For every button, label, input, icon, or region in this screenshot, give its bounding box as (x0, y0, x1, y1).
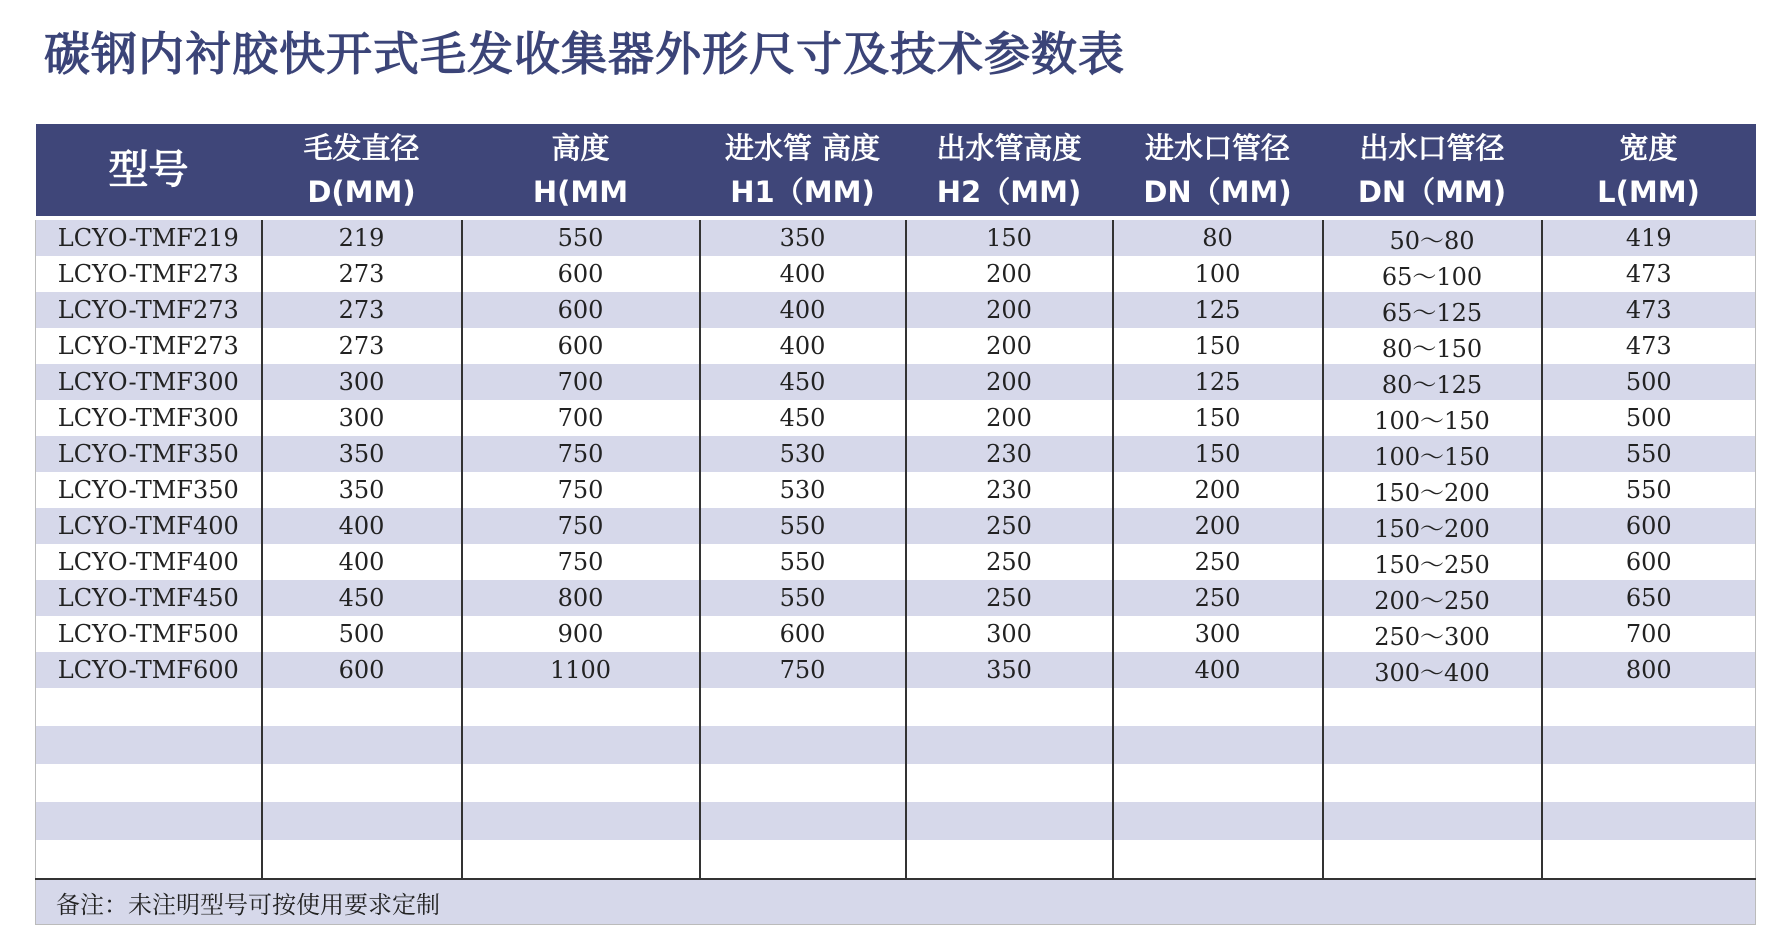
cell-outlet-diameter: 200～250 (1323, 580, 1542, 616)
header-unit: H2（MM) (936, 175, 1082, 209)
cell-outlet-height: 350 (906, 652, 1113, 688)
table-header-row (36, 124, 1756, 218)
cell-inlet-diameter: 125 (1113, 292, 1323, 328)
cell-width: 419 (1542, 218, 1756, 256)
cell-inlet-height: 450 (700, 364, 906, 400)
cell-height: 550 (462, 218, 700, 256)
cell-inlet-height: 550 (700, 508, 906, 544)
header-unit: L(MM) (1597, 175, 1700, 209)
empty-cell (1542, 764, 1756, 802)
cell-outlet-height: 250 (906, 580, 1113, 616)
cell-hair-diameter: 300 (262, 400, 462, 436)
empty-cell (1113, 688, 1323, 726)
cell-inlet-diameter: 150 (1113, 436, 1323, 472)
cell-height: 1100 (462, 652, 700, 688)
cell-hair-diameter: 500 (262, 616, 462, 652)
cell-model: LCYO-TMF400 (36, 508, 262, 544)
table-row (36, 508, 1756, 544)
cell-model: LCYO-TMF219 (36, 218, 262, 256)
empty-cell (1323, 802, 1542, 840)
header-outlet-diameter (1323, 124, 1542, 218)
cell-outlet-height: 200 (906, 256, 1113, 292)
empty-cell (462, 726, 700, 764)
header-label: 出水管高度 (936, 131, 1082, 165)
cell-width: 700 (1542, 616, 1756, 652)
cell-width: 800 (1542, 652, 1756, 688)
table-row (36, 544, 1756, 580)
cell-model: LCYO-TMF400 (36, 544, 262, 580)
empty-cell (36, 688, 262, 726)
table-row (36, 256, 1756, 292)
cell-width: 550 (1542, 436, 1756, 472)
table-row (36, 218, 1756, 256)
cell-outlet-diameter: 150～200 (1323, 472, 1542, 508)
cell-inlet-height: 550 (700, 580, 906, 616)
empty-cell (262, 688, 462, 726)
cell-model: LCYO-TMF500 (36, 616, 262, 652)
cell-inlet-diameter: 250 (1113, 580, 1323, 616)
cell-model: LCYO-TMF273 (36, 292, 262, 328)
cell-outlet-diameter: 100～150 (1323, 436, 1542, 472)
cell-model: LCYO-TMF273 (36, 328, 262, 364)
cell-inlet-diameter: 80 (1113, 218, 1323, 256)
cell-hair-diameter: 300 (262, 364, 462, 400)
cell-height: 700 (462, 364, 700, 400)
header-outlet-height (906, 124, 1113, 218)
empty-cell (462, 764, 700, 802)
table-row (36, 580, 1756, 616)
header-unit: D(MM) (307, 175, 416, 209)
empty-cell (700, 688, 906, 726)
cell-width: 500 (1542, 364, 1756, 400)
empty-cell (1542, 688, 1756, 726)
cell-width: 600 (1542, 544, 1756, 580)
note-row (36, 879, 1756, 925)
empty-cell (906, 764, 1113, 802)
empty-cell (906, 726, 1113, 764)
empty-row (36, 802, 1756, 840)
cell-outlet-height: 230 (906, 436, 1113, 472)
empty-cell (36, 726, 262, 764)
empty-cell (700, 802, 906, 840)
cell-outlet-diameter: 300～400 (1323, 652, 1542, 688)
empty-row (36, 840, 1756, 879)
cell-outlet-diameter: 150～250 (1323, 544, 1542, 580)
cell-inlet-height: 750 (700, 652, 906, 688)
cell-outlet-diameter: 80～150 (1323, 328, 1542, 364)
empty-cell (36, 840, 262, 879)
cell-width: 473 (1542, 256, 1756, 292)
cell-hair-diameter: 273 (262, 328, 462, 364)
cell-model: LCYO-TMF350 (36, 472, 262, 508)
header-inlet-height (700, 124, 906, 218)
cell-inlet-height: 400 (700, 256, 906, 292)
cell-height: 750 (462, 508, 700, 544)
header-label: 进水管 高度 (724, 131, 881, 165)
cell-hair-diameter: 400 (262, 544, 462, 580)
cell-model: LCYO-TMF600 (36, 652, 262, 688)
cell-height: 600 (462, 256, 700, 292)
cell-outlet-diameter: 250～300 (1323, 616, 1542, 652)
cell-height: 600 (462, 328, 700, 364)
cell-height: 600 (462, 292, 700, 328)
cell-inlet-diameter: 150 (1113, 400, 1323, 436)
empty-cell (906, 802, 1113, 840)
empty-cell (700, 726, 906, 764)
cell-model: LCYO-TMF300 (36, 364, 262, 400)
empty-cell (1323, 764, 1542, 802)
cell-height: 800 (462, 580, 700, 616)
cell-inlet-height: 530 (700, 472, 906, 508)
cell-outlet-diameter: 65～100 (1323, 256, 1542, 292)
empty-cell (36, 802, 262, 840)
cell-hair-diameter: 400 (262, 508, 462, 544)
header-label: 高度 (551, 131, 610, 165)
empty-cell (36, 764, 262, 802)
empty-cell (262, 802, 462, 840)
header-label: 宽度 (1619, 131, 1678, 165)
empty-cell (1113, 840, 1323, 879)
header-model (36, 124, 262, 218)
empty-cell (700, 764, 906, 802)
cell-hair-diameter: 219 (262, 218, 462, 256)
cell-outlet-height: 300 (906, 616, 1113, 652)
cell-outlet-diameter: 150～200 (1323, 508, 1542, 544)
cell-inlet-diameter: 200 (1113, 508, 1323, 544)
cell-model: LCYO-TMF273 (36, 256, 262, 292)
cell-inlet-diameter: 400 (1113, 652, 1323, 688)
empty-cell (906, 840, 1113, 879)
cell-hair-diameter: 350 (262, 472, 462, 508)
empty-cell (700, 840, 906, 879)
table-row (36, 328, 1756, 364)
empty-row (36, 688, 1756, 726)
cell-inlet-diameter: 300 (1113, 616, 1323, 652)
cell-inlet-height: 530 (700, 436, 906, 472)
cell-inlet-diameter: 100 (1113, 256, 1323, 292)
table-row (36, 652, 1756, 688)
cell-width: 473 (1542, 328, 1756, 364)
empty-row (36, 764, 1756, 802)
header-unit: DN（MM) (1357, 175, 1507, 209)
table-body (36, 218, 1756, 879)
cell-height: 700 (462, 400, 700, 436)
header-hair-diameter (262, 124, 462, 218)
cell-outlet-height: 150 (906, 218, 1113, 256)
empty-cell (1113, 764, 1323, 802)
empty-cell (262, 840, 462, 879)
empty-cell (1113, 726, 1323, 764)
cell-outlet-height: 250 (906, 508, 1113, 544)
header-width (1542, 124, 1756, 218)
header-unit: DN（MM) (1143, 175, 1292, 209)
table-row (36, 400, 1756, 436)
cell-outlet-diameter: 65～125 (1323, 292, 1542, 328)
empty-cell (1542, 726, 1756, 764)
cell-inlet-height: 400 (700, 328, 906, 364)
table-row (36, 436, 1756, 472)
cell-outlet-height: 200 (906, 292, 1113, 328)
empty-cell (1323, 726, 1542, 764)
cell-inlet-diameter: 200 (1113, 472, 1323, 508)
table-note: 备注：未注明型号可按使用要求定制 (36, 879, 1756, 925)
cell-inlet-height: 550 (700, 544, 906, 580)
cell-inlet-diameter: 125 (1113, 364, 1323, 400)
header-label: 出水口管径 (1359, 131, 1505, 165)
table-row (36, 472, 1756, 508)
empty-cell (1323, 688, 1542, 726)
header-label: 进水口管径 (1144, 131, 1290, 165)
cell-height: 750 (462, 544, 700, 580)
header-inlet-diameter (1113, 124, 1323, 218)
cell-inlet-height: 350 (700, 218, 906, 256)
cell-model: LCYO-TMF300 (36, 400, 262, 436)
cell-width: 500 (1542, 400, 1756, 436)
cell-height: 900 (462, 616, 700, 652)
empty-cell (462, 802, 700, 840)
table-row (36, 616, 1756, 652)
header-unit: H1（MM) (730, 175, 875, 209)
header-unit: H(MM (532, 175, 629, 209)
cell-inlet-height: 450 (700, 400, 906, 436)
cell-outlet-height: 200 (906, 364, 1113, 400)
empty-cell (462, 840, 700, 879)
cell-outlet-height: 200 (906, 328, 1113, 364)
cell-hair-diameter: 273 (262, 256, 462, 292)
page-title: 碳钢内衬胶快开式毛发收集器外形尺寸及技术参数表 (44, 27, 1125, 81)
cell-inlet-diameter: 250 (1113, 544, 1323, 580)
cell-width: 550 (1542, 472, 1756, 508)
cell-outlet-diameter: 80～125 (1323, 364, 1542, 400)
cell-hair-diameter: 350 (262, 436, 462, 472)
empty-cell (906, 688, 1113, 726)
empty-cell (462, 688, 700, 726)
cell-width: 650 (1542, 580, 1756, 616)
empty-cell (1542, 802, 1756, 840)
cell-outlet-height: 250 (906, 544, 1113, 580)
cell-outlet-diameter: 50～80 (1323, 218, 1542, 256)
cell-model: LCYO-TMF450 (36, 580, 262, 616)
empty-row (36, 726, 1756, 764)
empty-cell (1323, 840, 1542, 879)
cell-hair-diameter: 273 (262, 292, 462, 328)
cell-outlet-height: 200 (906, 400, 1113, 436)
cell-width: 600 (1542, 508, 1756, 544)
cell-hair-diameter: 600 (262, 652, 462, 688)
spec-table (35, 124, 1756, 925)
cell-height: 750 (462, 436, 700, 472)
empty-cell (262, 726, 462, 764)
header-height (462, 124, 700, 218)
empty-cell (1113, 802, 1323, 840)
table-row (36, 364, 1756, 400)
cell-model: LCYO-TMF350 (36, 436, 262, 472)
empty-cell (262, 764, 462, 802)
header-label: 毛发直径 (303, 131, 420, 165)
cell-inlet-height: 600 (700, 616, 906, 652)
cell-width: 473 (1542, 292, 1756, 328)
cell-outlet-diameter: 100～150 (1323, 400, 1542, 436)
cell-hair-diameter: 450 (262, 580, 462, 616)
cell-outlet-height: 230 (906, 472, 1113, 508)
cell-inlet-height: 400 (700, 292, 906, 328)
header-label: 型号 (108, 147, 189, 193)
cell-inlet-diameter: 150 (1113, 328, 1323, 364)
empty-cell (1542, 840, 1756, 879)
table-row (36, 292, 1756, 328)
cell-height: 750 (462, 472, 700, 508)
